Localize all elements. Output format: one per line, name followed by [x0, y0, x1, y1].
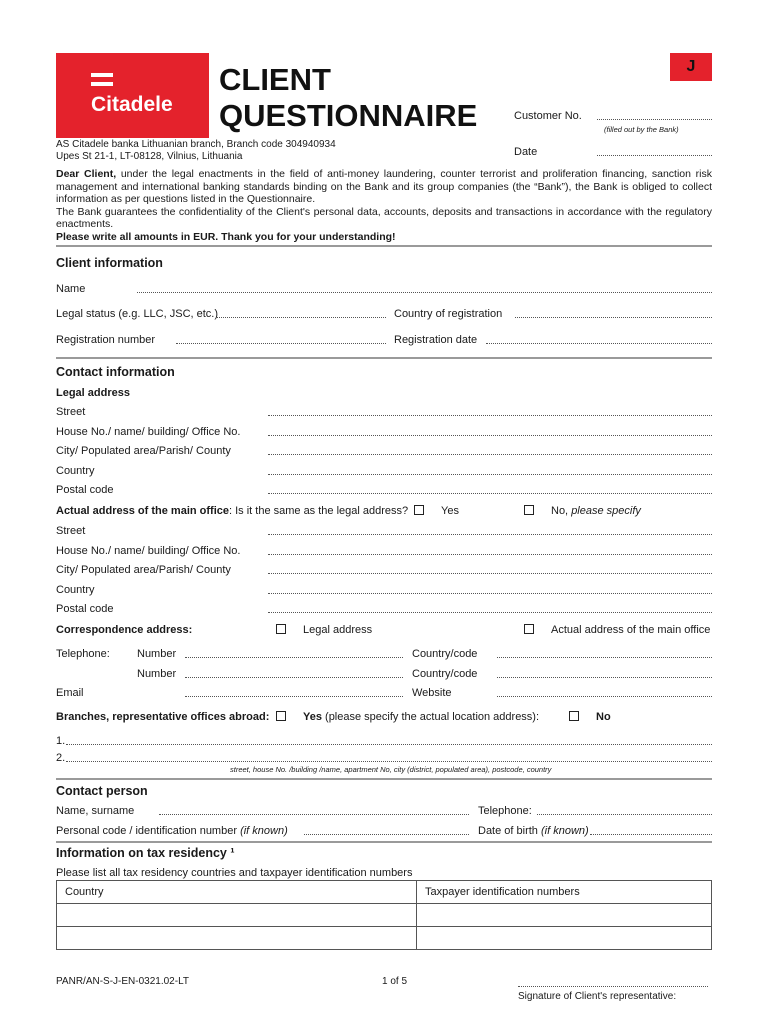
actual-yes-label: Yes [441, 505, 459, 517]
phone-number-field-2[interactable] [185, 677, 403, 678]
citadele-logo [56, 53, 209, 138]
cp-personal-code-label: Personal code / identification number (if known) [56, 825, 288, 837]
number-label: Number [137, 648, 177, 660]
country-reg-label: Country of registration [394, 308, 503, 320]
actual-no-checkbox[interactable] [524, 505, 534, 515]
intro-text [56, 168, 712, 243]
customer-no-label: Customer No. [514, 110, 582, 122]
cp-dob-field[interactable] [590, 834, 712, 835]
intro-dear: Dear Client, [56, 168, 117, 180]
country-cell[interactable] [57, 904, 417, 927]
actual-house-field[interactable] [268, 554, 712, 555]
form-tag-badge: J [670, 53, 712, 81]
actual-address-question: Actual address of the main office: Is it the same as the legal address? [56, 505, 409, 517]
divider [56, 245, 712, 247]
intro-p3: Please write all amounts in EUR. Thank you for your understanding! [56, 230, 396, 243]
table-row [57, 881, 712, 904]
branches-yes-label: Yes (please specify the actual location address): [303, 711, 540, 723]
country-label: Country [56, 465, 95, 477]
reg-number-field[interactable] [176, 343, 386, 344]
name-field[interactable] [137, 292, 712, 293]
corr-legal-label: Legal address [303, 624, 373, 636]
phone-number-field-1[interactable] [185, 657, 403, 658]
telephone-label: Telephone: [56, 648, 110, 660]
actual-country-field[interactable] [268, 593, 712, 594]
legal-status-field[interactable] [216, 317, 386, 318]
name-label: Name [56, 283, 86, 295]
actual-street-field[interactable] [268, 534, 712, 535]
page-title: CLIENT QUESTIONNAIRE [219, 62, 478, 133]
signature-field[interactable] [518, 986, 708, 987]
reg-date-label: Registration date [394, 334, 478, 346]
tin-cell[interactable] [417, 927, 712, 950]
country-label: Country [56, 584, 95, 596]
branches-label: Branches, representative offices abroad: [56, 711, 270, 723]
branch-address: AS Citadele banka Lithuanian branch, Branch code 304940934 Upes St 21-1, LT-08128, Vilnius, Lithuania [56, 139, 336, 162]
email-label: Email [56, 687, 84, 699]
country-code-label: Country/code [412, 668, 478, 680]
city-label: City/ Populated area/Parish/ County [56, 564, 231, 576]
cp-name-field[interactable] [159, 814, 469, 815]
signature-label: Signature of Client's representative: [518, 991, 677, 1002]
cp-name-label: Name, surname [56, 805, 135, 817]
branch-line-2-label: 2. [56, 752, 66, 764]
divider [56, 778, 712, 780]
number-label: Number [137, 668, 177, 680]
date-field[interactable] [597, 155, 712, 156]
postal-field[interactable] [268, 493, 712, 494]
contact-person-heading: Contact person [56, 784, 148, 798]
house-field[interactable] [268, 435, 712, 436]
col-country-header: Country [57, 881, 417, 904]
filled-note: (filled out by the Bank) [604, 125, 679, 134]
cp-dob-label: Date of birth (if known) [478, 825, 589, 837]
tax-instruction: Please list all tax residency countries and taxpayer identification numbers [56, 867, 413, 879]
tin-cell[interactable] [417, 904, 712, 927]
legal-address-heading: Legal address [56, 387, 130, 399]
branches-no-checkbox[interactable] [569, 711, 579, 721]
logo-text: Citadele [91, 93, 173, 116]
country-field[interactable] [268, 474, 712, 475]
table-row [57, 927, 712, 950]
house-label: House No./ name/ building/ Office No. [56, 426, 241, 438]
address-hint: street, house No. /building /name, apartment No, city (district, populated area), postcode, country [230, 765, 552, 774]
actual-no-label: No, please specify [551, 505, 641, 517]
reg-number-label: Registration number [56, 334, 156, 346]
branch-line-1-field[interactable] [66, 744, 712, 745]
branch-line-2-field[interactable] [66, 761, 712, 762]
house-label: House No./ name/ building/ Office No. [56, 545, 241, 557]
corr-actual-label: Actual address of the main office [551, 624, 711, 636]
contact-info-heading: Contact information [56, 365, 175, 379]
intro-p1: under the legal enactments in the field of anti-money laundering, counter terrorist and proliferation financing, sanction risk management and international banking standards binding on the Bank and its group companies (the “Bank”), the Bank is obliged to collect information as per questions listed in the Questionnaire. [56, 168, 712, 205]
legal-status-label: Legal status (e.g. LLC, JSC, etc.) [56, 308, 219, 320]
branches-no-label: No [596, 711, 611, 723]
actual-city-field[interactable] [268, 573, 712, 574]
actual-postal-field[interactable] [268, 612, 712, 613]
branch-line-1-label: 1. [56, 735, 66, 747]
postal-label: Postal code [56, 484, 114, 496]
divider [56, 357, 712, 359]
page-number: 1 of 5 [382, 976, 408, 987]
city-field[interactable] [268, 454, 712, 455]
corr-actual-checkbox[interactable] [524, 624, 534, 634]
cp-telephone-label: Telephone: [478, 805, 532, 817]
col-tin-header: Taxpayer identification numbers [417, 881, 712, 904]
form-code: PANR/AN-S-J-EN-0321.02-LT [56, 976, 189, 987]
divider [56, 841, 712, 843]
website-label: Website [412, 687, 452, 699]
country-reg-field[interactable] [515, 317, 712, 318]
street-field[interactable] [268, 415, 712, 416]
logo-mark-icon [91, 73, 113, 91]
tax-table [56, 880, 712, 950]
intro-p2: The Bank guarantees the confidentiality of the Client's personal data, accounts, deposits and transactions in accordance with the regulatory enactments. [56, 205, 712, 230]
branches-yes-checkbox[interactable] [276, 711, 286, 721]
cp-telephone-field[interactable] [537, 814, 712, 815]
reg-date-field[interactable] [486, 343, 712, 344]
client-info-heading: Client information [56, 256, 163, 270]
country-code-label: Country/code [412, 648, 478, 660]
country-code-field-1[interactable] [497, 657, 712, 658]
cp-personal-code-field[interactable] [304, 834, 469, 835]
date-label: Date [514, 146, 538, 158]
street-label: Street [56, 525, 86, 537]
correspondence-label: Correspondence address: [56, 624, 193, 636]
tax-heading: Information on tax residency ¹ [56, 846, 235, 860]
website-field[interactable] [497, 696, 712, 697]
postal-label: Postal code [56, 603, 114, 615]
country-code-field-2[interactable] [497, 677, 712, 678]
email-field[interactable] [185, 696, 403, 697]
street-label: Street [56, 406, 86, 418]
actual-yes-checkbox[interactable] [414, 505, 424, 515]
country-cell[interactable] [57, 927, 417, 950]
table-row [57, 904, 712, 927]
city-label: City/ Populated area/Parish/ County [56, 445, 231, 457]
customer-no-field[interactable] [597, 119, 712, 120]
corr-legal-checkbox[interactable] [276, 624, 286, 634]
